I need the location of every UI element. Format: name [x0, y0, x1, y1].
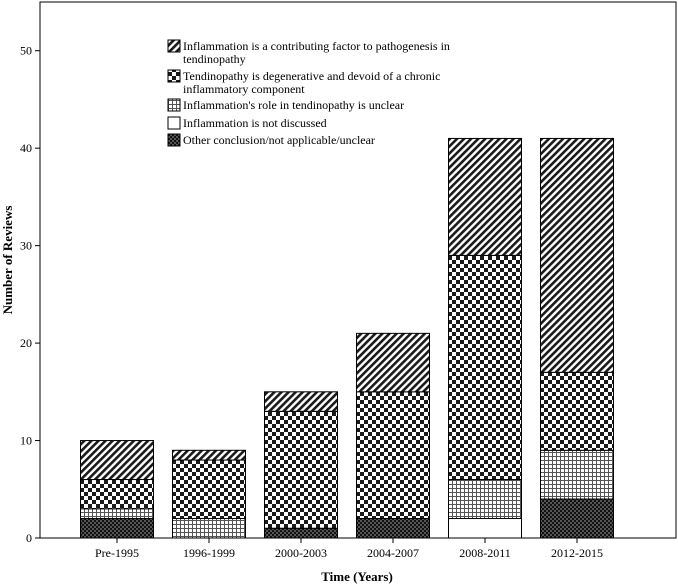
y-axis-title: Number of Reviews — [0, 205, 15, 315]
bar-segment-diagonal — [449, 138, 522, 255]
bar-segment-black-check — [265, 528, 338, 538]
bar-segment-checker — [81, 480, 154, 509]
bar-segment-diagonal — [265, 392, 338, 411]
legend-label: Inflammation is not discussed — [183, 116, 327, 130]
bar-segment-black-check — [357, 519, 430, 538]
legend-label: Other conclusion/not applicable/unclear — [183, 133, 375, 147]
legend-swatch-black-check — [168, 134, 180, 146]
legend-swatch-checker — [168, 70, 180, 82]
legend-label: Tendinopathy is degenerative and devoid of a chronic — [183, 69, 441, 83]
legend-swatch-white — [168, 117, 180, 129]
bar-segment-diagonal — [357, 333, 430, 391]
bar-segment-white — [449, 519, 522, 538]
y-tick-label: 0 — [26, 531, 32, 545]
x-tick-label: 2000-2003 — [275, 546, 327, 560]
bar-segment-diagonal — [173, 450, 246, 460]
y-tick-label: 50 — [20, 43, 32, 58]
bar-segment-black-check — [81, 519, 154, 538]
x-tick-label: 2008-2011 — [459, 546, 511, 560]
bar-segment-grid — [541, 450, 614, 499]
bar-segment-diagonal — [541, 138, 614, 372]
x-tick-label: Pre-1995 — [95, 546, 139, 560]
y-axis-ticks — [20, 44, 40, 545]
x-axis-ticks — [95, 538, 603, 560]
bar-segment-grid — [449, 480, 522, 519]
x-tick-label: 1996-1999 — [183, 546, 235, 560]
x-axis-title: Time (Years) — [321, 569, 393, 584]
bar-segment-checker — [541, 372, 614, 450]
legend-label: inflammatory component — [183, 82, 305, 96]
y-tick-label: 20 — [20, 336, 32, 351]
bar-segment-black-check — [541, 499, 614, 538]
y-tick-label: 30 — [20, 238, 32, 253]
bar-segment-grid — [173, 519, 246, 538]
x-tick-label: 2012-2015 — [551, 546, 603, 560]
bar-segment-grid — [81, 509, 154, 519]
legend-label: Inflammation's role in tendinopathy is unclear — [183, 98, 405, 112]
legend-label: tendinopathy — [183, 52, 246, 66]
bar-segment-checker — [173, 460, 246, 518]
legend-label: Inflammation is a contributing factor to pathogenesis in — [183, 39, 450, 53]
legend-swatch-grid — [168, 99, 180, 111]
legend-swatch-diagonal — [168, 40, 180, 52]
bar-segment-diagonal — [81, 441, 154, 480]
y-tick-label: 10 — [20, 433, 32, 448]
bar-segment-checker — [357, 392, 430, 519]
y-tick-label: 40 — [20, 141, 32, 156]
bar-segment-checker — [265, 411, 338, 528]
x-tick-label: 2004-2007 — [367, 546, 419, 560]
bar-segment-checker — [449, 255, 522, 479]
